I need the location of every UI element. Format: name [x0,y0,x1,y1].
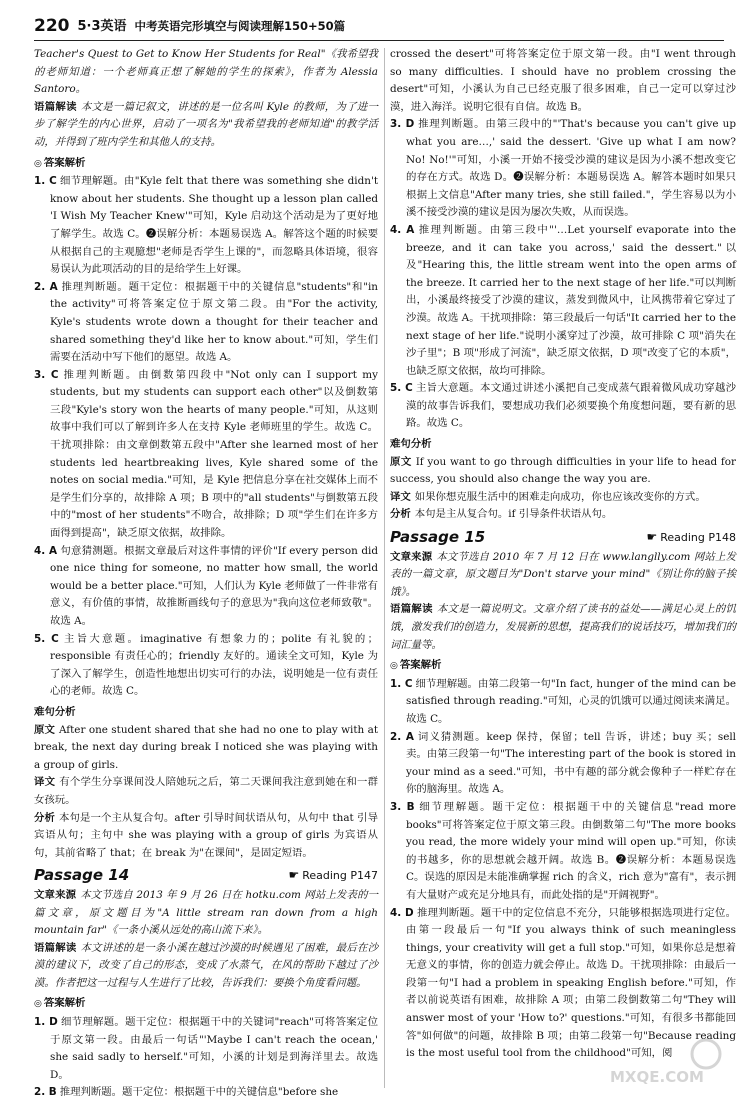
answer-item: 3. C 推理判断题。由倒数第四段中"Not only can I support my students, but my students can support each other"以及倒数第三段"Kyle's story won the hearts of many people."可知，从这则故事中我们可以了解到许多人在支持 Kyle 老师班里的学生。故选 C。干扰项排除：由文章倒数第五段中"After she learned most of her students led heartbreaking lives, Kyle shared some of the notes on social media."可知，是 Kyle 把信息分享在社交媒体上而不是学生们分享的，故排除 A 项；B 项中的"all students"与倒数第五段中的"most of her students"不吻合，故排除；D 项"学生们在许多方面得到提高"，缺乏原文依据，故排除。 [34,368,378,540]
answer-item: 3. B 细节理解题。题干定位：根据题干中的关键信息"read more books"可将答案定位于原文第三段。由倒数第二句"The more books you read, the more widely your mind will open up."可知，你读的书越多，你的思想就会越开阔。故选 B。❷误解分析：本题易误选 C。误选的原因是未能准确掌握 rich 的含义，rich 意为"富有"，表示拥有大量财产或充足分地具有，而此处指的是"开阔视野"。 [390,800,736,901]
difficult-line: 原文 After one student shared that she had no one to play with at break, the next day during break I noticed she was playing with a group of girls. [34,723,379,771]
page-number: 220 [34,16,70,37]
passage-14-reading-ref: ☛ Reading P147 [288,867,378,885]
passage-reading-label: 语篇解读 [34,100,77,113]
answer-item: 5. C 主旨大意题。本文通过讲述小溪把自己变成蒸气跟着微风成功穿越沙漠的故事告诉我们，要想成功我们必须要换个角度想问题，要有新的思路。故选 C。 [390,382,737,430]
answer-item: 2. B 推理判断题。题干定位：根据题干中的关键信息"before she [34,1086,339,1099]
watermark-logo [606,1036,726,1088]
watermark-text: MXQE.COM [610,1068,704,1086]
answer-item: 4. D 推理判断题。题干中的定位信息不充分，只能够根据选项进行定位。由第一段最后一句"If you always think of such meaningless things, your creativity will get a full stop."可知，如果你总是想着无意义的事情，你的创造力就会停止。故选 D。干扰项排除：由最后一段第一句"I had a problem in speaking English before."可知，作者以前说英语有困难，故排除 A 项；由第二段倒数第二句"They will answer most of your 'How to?' questions."可知，有很多书都能回答"如何做"的问题，故排除 B 项；由第二段第一句"Because reading is the most useful tool from the childhood"可知，阅 [390,906,737,1060]
answer-item: 4. A 句意猜测题。根据文章最后对这件事情的评价"If every person did one nice thing for someone, no matter how small, the world would be a better place."可知，人们认为 Kyle 老师做了一件非常有意义，有价值的事情，故推断画线句子的意思为"我向这位老师致敬"。故选 A。 [34,544,378,627]
passage-15-reading: 语篇解读 本文是一篇说明文。文章介绍了读书的益处——满足心灵上的饥饿，激发我们的创造力，发展新的思想，提高我们的说话技巧，增加我们的词汇量等。 [390,603,737,651]
answer-item: 1. D 细节理解题。题干定位：根据题干中的关键词"reach"可将答案定位于原文第一段。由最后一句话"'Maybe I can't reach the ocean,' she said sadly to herself."可知，小溪的计划是到海洋里去。故选 D。 [34,1016,378,1081]
book-subtitle: 中考英语完形填空与阅读理解150+50篇 [134,19,346,34]
answer-item: 3. D 推理判断题。由第三段中的"'That's because you can't give up what you are…,' said the dessert. 'Give up what I am now? No! No!'"可知，小溪一开始不接受沙漠的建议是因为小溪不想改变它的存在方式。故选 D。❷误解分析：本题易误选 A。解答本题时如果只根据上文信息"After many tries, she still failed."，学生容易以为小溪不接受沙漠的建议是因为屡次失败，从而误选。 [390,118,736,219]
answers-heading: ◎ 答案解析 [34,156,86,169]
brand-name: 5·3英语 [77,19,127,35]
pointing-hand-icon: ☛ [288,868,300,883]
answer-item: 5. C 主旨大意题。imaginative 有想象力的；polite 有礼貌的；responsible 有责任心的；friendly 友好的。通读全文可知，Kyle 为了深入了解学生，创造性地想出切实可行的办法，说明她是一位有责任心的老师。故选 C。 [34,632,379,698]
difficult-line: 原文 If you want to go through difficulties in your life to head for success, you should also change the way you are. [390,455,737,486]
passage-14-reading: 语篇解读 本文讲述的是一条小溪在越过沙漠的时候遇见了困难，最后在沙漠的建议下，改变了自己的形态，变成了水蒸气，在风的帮助下越过了沙漠。作者把这一过程与人生进行了比较，告诉我们：要换个角度看问题。 [34,941,378,989]
answer-icon: ◎ [34,999,42,1010]
answer-icon: ◎ [34,158,42,169]
passage-reading [34,99,378,152]
right-column [390,46,736,1091]
passage-14-source: 文章来源 本文节选自 2013 年 9 月 26 日在 hotku.com 网站上发表的一篇文章，原文题目为"A little stream ran down from a high mountain far"《一条小溪从远处的高山流下来》。 [34,888,379,937]
answer-item: 4. A 推理判断题。由第三段中"'…Let yourself evaporate into the breeze, and it can take you across,' said the dessert."以及"Hearing this, the little stream went into the open arms of the breeze. It carried her to the next stage of her life."可以判断出，小溪最终接受了沙漠的建议，蒸发到微风中，让风携带着它穿过了沙漠。故选 A。干扰项排除：第三段最后一句话"It carried her to the next stage of her life."说明小溪穿过了沙漠，故可排除 C 项"消失在沙子里"；B 项"形成了河流"，缺乏原文依据，D 项"改变了它的本质"，也缺乏原文依据，故均可排除。 [390,223,737,377]
intro-quote: Teacher's Quest to Get to Know Her Students for Real"《我希望我的老师知道：一个老师真正想了解她的学生的探索》，作者为 Alessia Santoro。 [34,48,378,96]
passage-15-bar [390,529,736,547]
left-column [34,46,379,1099]
difficult-sentence-heading: 难句分析 [390,438,432,451]
answer-icon: ◎ [390,661,398,672]
answer-item: 2. A 词义猜测题。keep 保持，保留；tell 告诉，讲述；buy 买；sell 卖。由第三段第一句"The interesting part of the book is stored in your mind as a seed."可知，书中有趣的部分就会像种子一样贮存在你的脑海里。故选 A。 [390,730,737,796]
answer-item: 1. C 细节理解题。由"Kyle felt that there was something she didn't know about her students. She thought up a lesson plan called 'I Wish My Teacher Knew'"可知，Kyle 启动这个活动是为了更好地了解学生。故选 C。❷误解分析：本题易误选 A。解答这个题的时候要从根据自己的主观臆想"老师是否学生上课的"，而忽略具体语境，很容易误认为此项活动的目的是给学生上好课。 [34,175,379,276]
continuation-text: crossed the desert"可将答案定位于原文第一段。由"I went through so many difficulties. I should have no problem crossing the desert"可知，小溪认为自己已经克服了很多困难，自己一定可以穿过沙漠，进入海洋。说明它很有自信。故选 B。 [390,48,736,113]
difficult-line: 分析 本句是主从复合句。if 引导条件状语从句。 [390,508,613,521]
passage-reading-text: 本文是一篇记叙文，讲述的是一位名叫 Kyle 的教师，为了进一步了解学生的内心世界，启动了一项名为"我希望我的老师知道"的教学活动，并得到了班内学生和其他人的支持。 [34,100,379,148]
answer-item: 2. A 推理判断题。题干定位：根据题干中的关键信息"students"和"in the activity"可将答案定位于原文第二段。由"For the activity, Kyle's students wrote down a thought for their teacher and shared something they'd like her to know about."可知，学生们需要在活动中写下他们的愿望。故选 A。 [34,280,378,364]
passage-14-bar [34,867,378,885]
difficult-line: 分析 本句是一个主从复合句。after 引导时间状语从句，从句中 that 引导宾语从句；主句中 she was playing with a group of girls 为宾语从句，其前省略了 that；在 break 为"在课间"，是固定短语。 [34,811,379,859]
passage-14-answers-heading: ◎ 答案解析 [34,997,86,1010]
passage-15-reading-ref: ☛ Reading P148 [646,529,736,547]
passage-15-title: Passage 15 [390,528,486,547]
page-header [34,14,724,41]
pointing-hand-icon: ☛ [646,530,658,545]
passage-15-answers-heading: ◎ 答案解析 [390,659,442,672]
difficult-sentence-heading: 难句分析 [34,705,76,718]
passage-14-title: Passage 14 [34,866,130,885]
column-divider [384,48,385,1088]
difficult-line: 译文 如果你想克服生活中的困难走向成功，你也应该改变你的方式。 [390,490,706,503]
answer-item: 1. C 细节理解题。由第二段第一句"In fact, hunger of the mind can be satisfied through reading."可知，心灵的饥饿可以通过阅读来满足。故选 C。 [390,677,736,725]
passage-15-source: 文章来源 本文节选自 2010 年 7 月 12 日在 www.langlly.com 网站上发表的一篇文章，原文题目为"Don't starve your mind"《别让你的脑子挨饿》。 [390,550,736,598]
difficult-line: 译文 有个学生分享课间没人陪她玩之后，第二天课间我注意到她在和一群女孩玩。 [34,776,378,806]
